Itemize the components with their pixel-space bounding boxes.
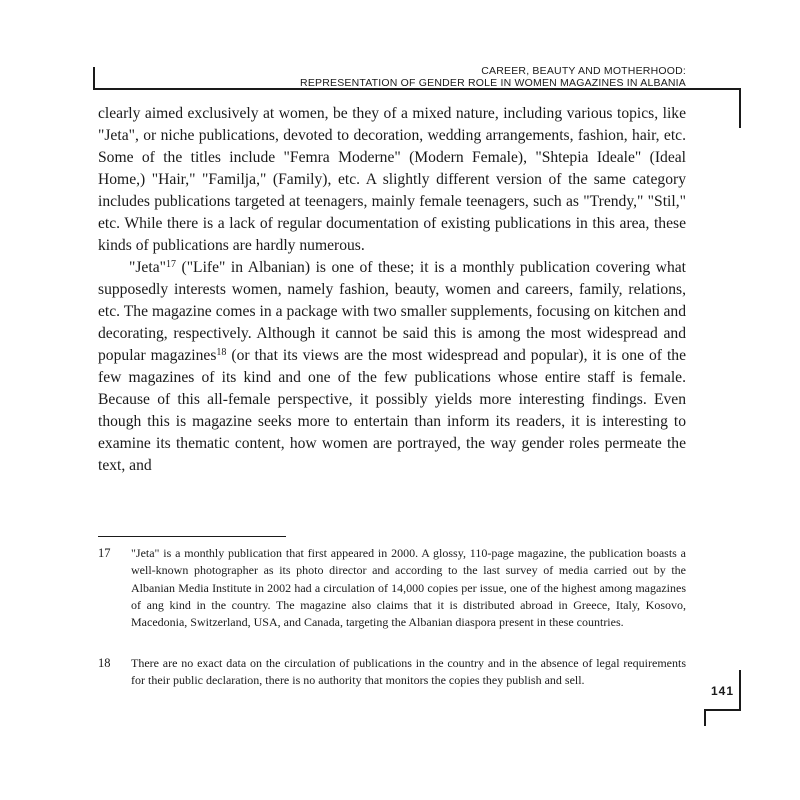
- page-number-vertical-rule: [739, 670, 741, 709]
- footnote-ref-17[interactable]: 17: [165, 259, 176, 270]
- page-number-horizontal-rule: [704, 709, 741, 711]
- paragraph-1: clearly aimed exclusively at women, be they of a mixed nature, including various topics, like "Jeta", or niche publications, devoted to decoration, wedding arrangements, fashion, hair, etc. Some of the titles include "Femra Moderne" (Modern Female), "Shtepia Ideale" (Ideal Home,) "Hair," "Familja," (Family), etc. A slightly different version of the same category includes publications targeted at teenagers, mainly female teenagers, such as "Trendy," "Stil," etc. While there is a lack of regular documentation of existing publications in this area, these kinds of publications are hardly numerous.: [98, 105, 686, 254]
- paragraph-2: [98, 257, 686, 477]
- footnote-separator-rule: [98, 536, 286, 537]
- footnote-text: There are no exact data on the circulation of publications in the country and in the absence of legal requirements for their public declaration, there is no authority that monitors the copies they publish and sell.: [131, 656, 686, 688]
- footnote-18: [98, 655, 686, 690]
- header-left-vertical-rule: [93, 67, 95, 89]
- main-body-text: [98, 103, 686, 477]
- header-title-line1: CAREER, BEAUTY AND MOTHERHOOD:: [481, 65, 686, 77]
- running-header: [300, 65, 686, 89]
- page-number-left-tick: [704, 709, 706, 726]
- footnote-17: [98, 545, 686, 631]
- paragraph-2-end: (or that its views are the most widespread and popular), it is one of the few magazines of its kind and one of the few publications whose entire staff is female. Because of this all-female perspective, it possibly yields more interesting findings. Even though this is magazine seeks more to entertain than inform its readers, it is interesting to examine its thematic content, how women are portrayed, the way gender roles permeate the text, and: [98, 347, 686, 474]
- paragraph-2-start: "Jeta": [129, 259, 166, 276]
- paragraph-2-middle: ("Life" in Albanian) is one of these; it is a monthly publication covering what supposedly interests women, namely fashion, beauty, women and careers, family, relations, etc. The magazine comes in a package with two smaller supplements, focusing on kitchen and decorating, respectively. Although it cannot be said this is among the most widespread and popular magazines: [98, 259, 686, 364]
- footnote-ref-18[interactable]: 18: [216, 347, 227, 358]
- page-number: 141: [711, 684, 735, 698]
- footnote-number: 18: [98, 656, 111, 670]
- header-title-line2: REPRESENTATION OF GENDER ROLE IN WOMEN MAGAZINES IN ALBANIA: [300, 77, 686, 89]
- footnote-number: 17: [98, 546, 111, 560]
- footnote-text: "Jeta" is a monthly publication that first appeared in 2000. A glossy, 110-page magazine, the publication boasts a well-known photographer as its photo director and according to the last survey of media carried out by the Albanian Media Institute in 2002 had a circulation of 14,000 copies per issue, one of the highest among magazines of ang kind in the country. The magazine also claims that it is distributed abroad in Greece, Italy, Kosovo, Macedonia, Switzerland, USA, and Canada, targeting the Albanian diaspora present in these countries.: [131, 546, 686, 630]
- header-right-vertical-rule: [739, 88, 741, 128]
